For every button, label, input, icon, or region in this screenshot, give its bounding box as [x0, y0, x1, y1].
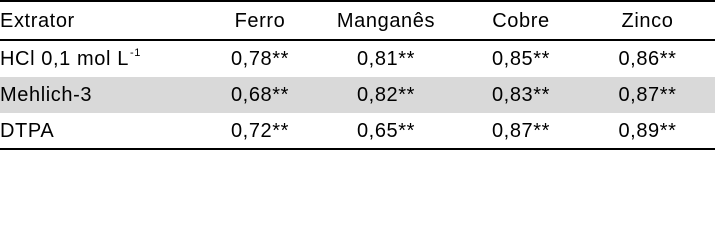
extractor-hcl-label: HCl 0,1 mol L	[0, 48, 129, 70]
top-rule	[0, 0, 715, 2]
extractor-mehlich: Mehlich-3	[0, 84, 93, 106]
header-ferro: Ferro	[234, 10, 286, 32]
value-hcl-ferro: 0,78**	[230, 48, 290, 70]
header-manganes: Manganês	[336, 10, 436, 32]
value-hcl-cobre: 0,85**	[491, 48, 551, 70]
table-row-hcl	[0, 41, 715, 77]
value-mehlich-ferro: 0,68**	[230, 84, 290, 106]
value-dtpa-ferro: 0,72**	[230, 120, 290, 142]
table-row-dtpa	[0, 113, 715, 149]
value-mehlich-zinco: 0,87**	[618, 84, 677, 106]
value-mehlich-manganes: 0,82**	[356, 84, 416, 106]
header-row	[0, 3, 715, 39]
header-zinco: Zinco	[621, 10, 674, 32]
extractor-dtpa: DTPA	[0, 120, 55, 142]
header-extrator: Extrator	[0, 10, 75, 32]
value-mehlich-cobre: 0,83**	[491, 84, 551, 106]
bottom-rule	[0, 148, 715, 150]
extractor-hcl-superscript: -1	[129, 47, 141, 59]
header-cobre: Cobre	[492, 10, 550, 32]
value-dtpa-manganes: 0,65**	[356, 120, 416, 142]
value-dtpa-zinco: 0,89**	[618, 120, 677, 142]
value-hcl-zinco: 0,86**	[618, 48, 677, 70]
value-hcl-manganes: 0,81**	[356, 48, 416, 70]
extractor-hcl	[0, 41, 210, 77]
table-row-mehlich	[0, 77, 715, 113]
value-dtpa-cobre: 0,87**	[491, 120, 551, 142]
